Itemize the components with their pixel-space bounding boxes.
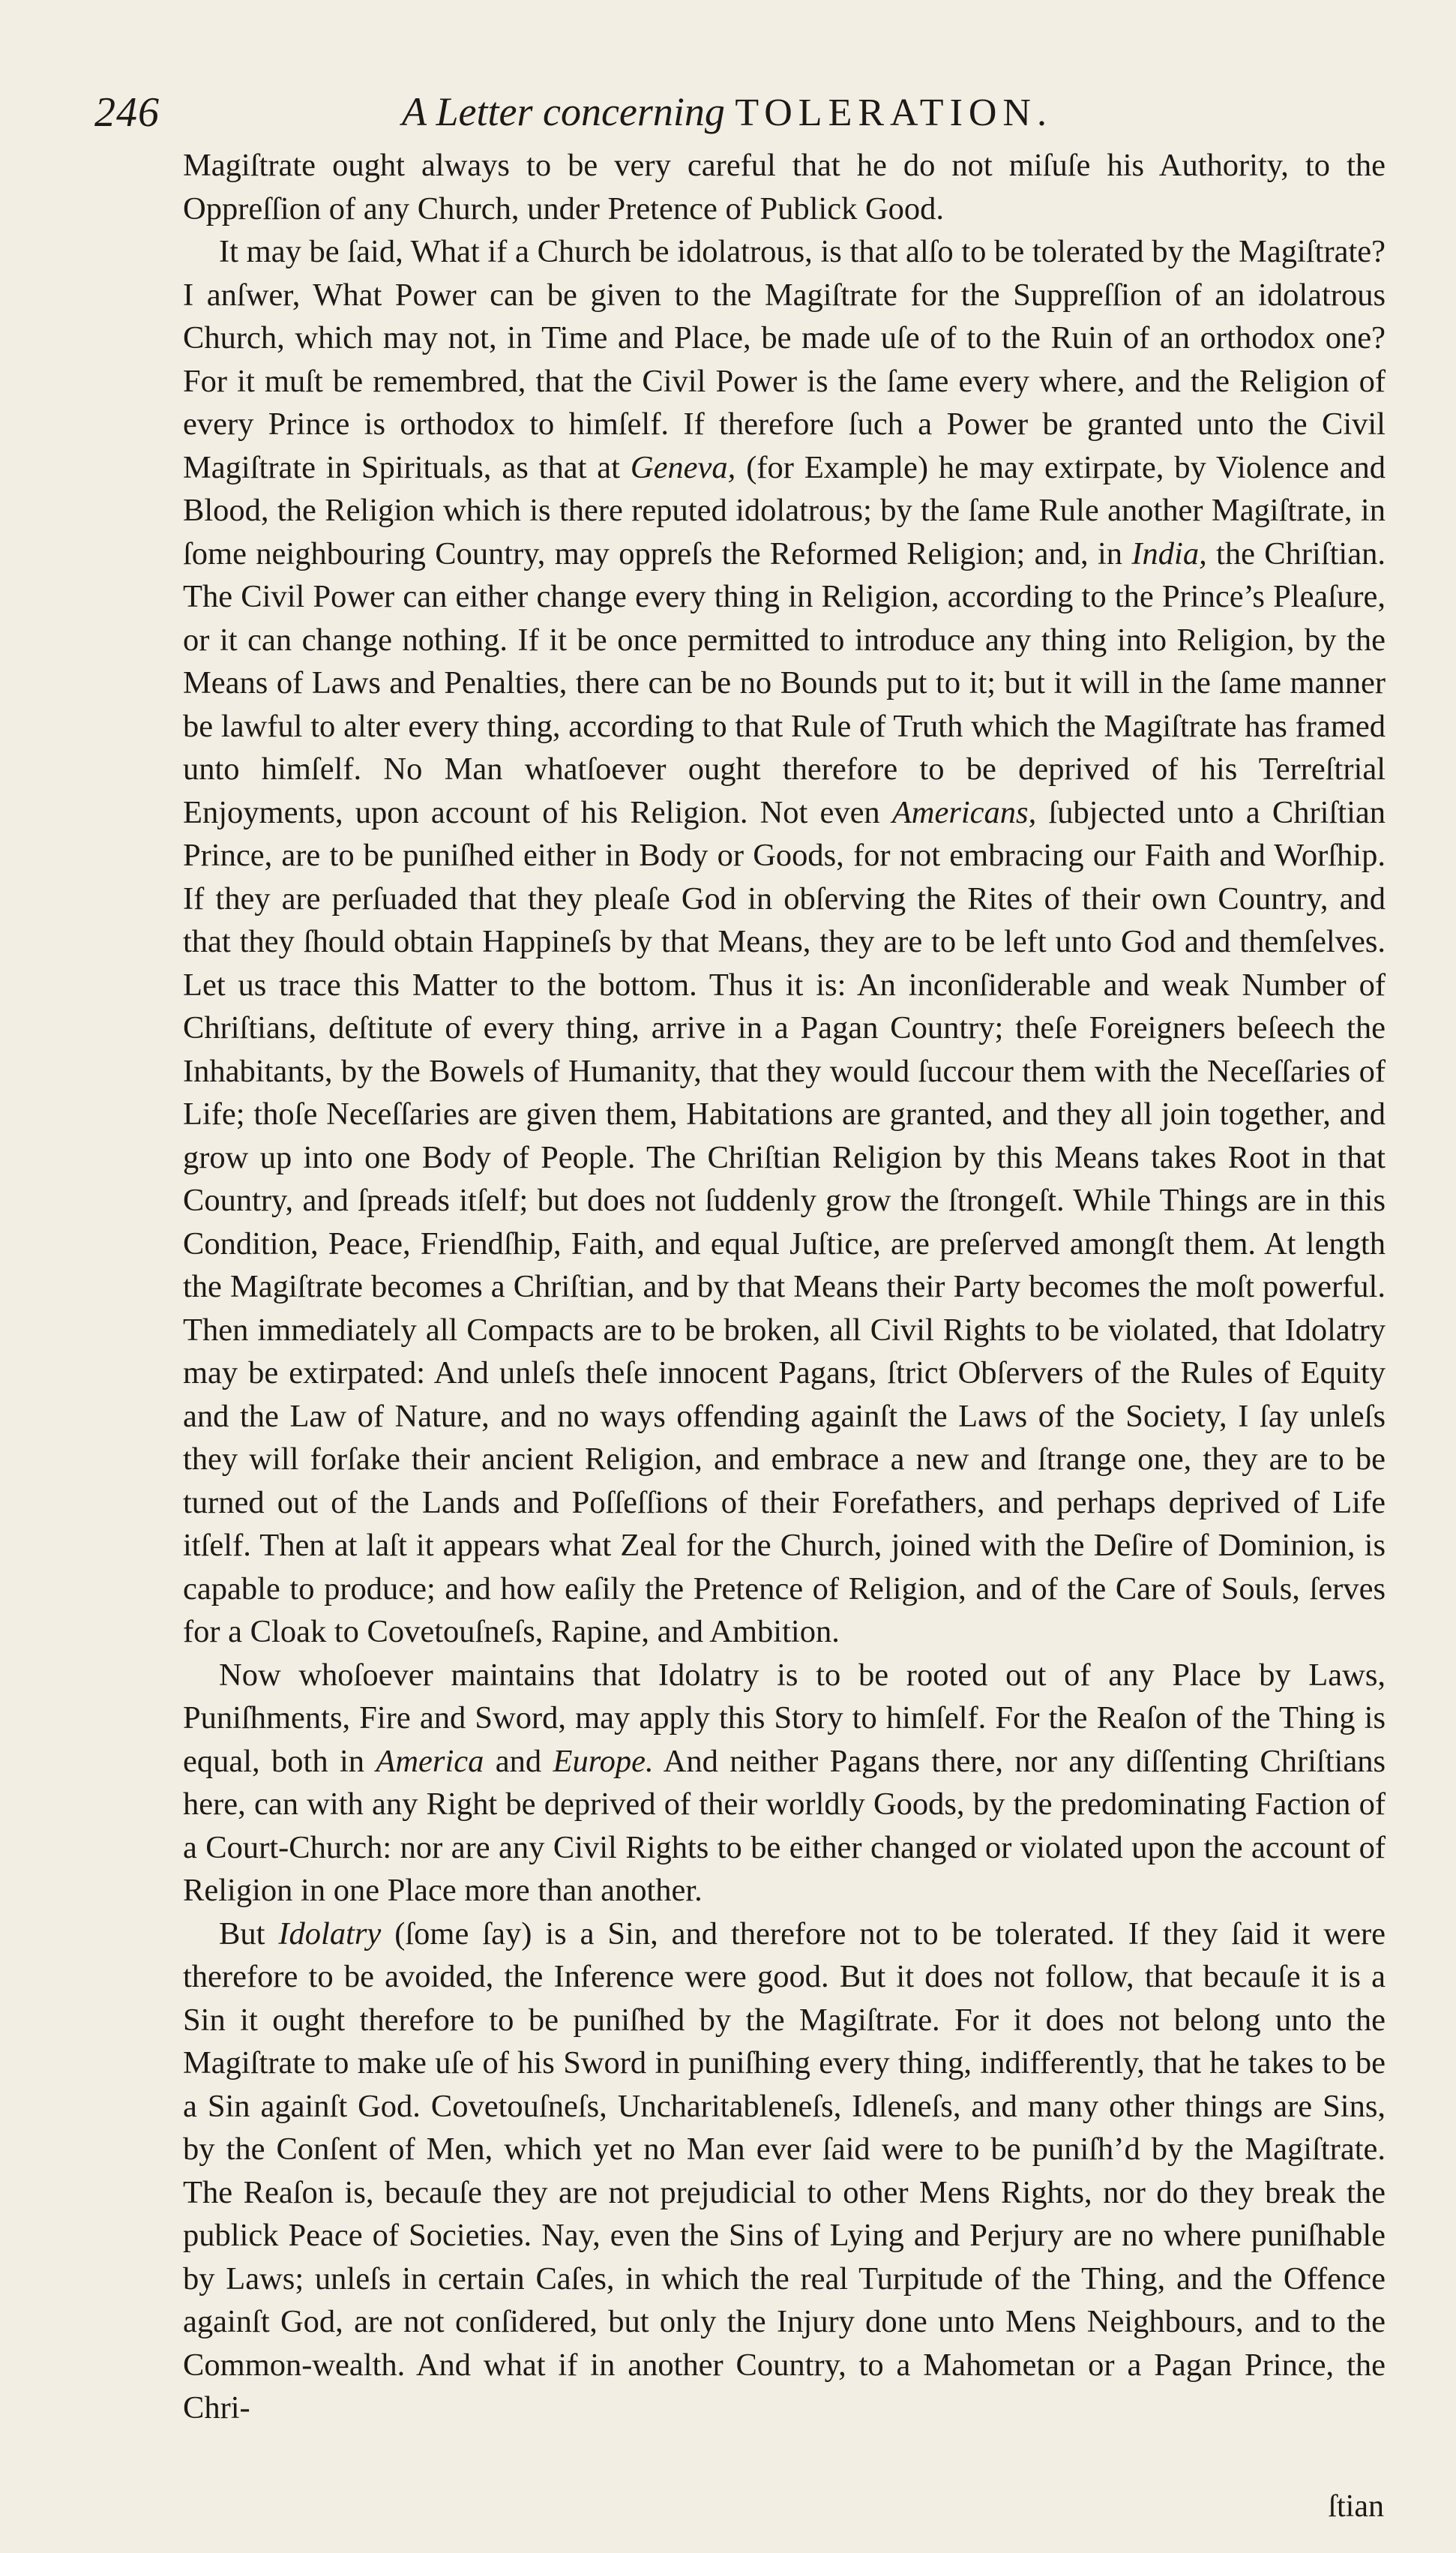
italic-text: Idolatry (278, 1916, 382, 1952)
text-run: And neither Pagans there, nor any diſſenting Chriſtians here, can with any Right be deprived of their worldly Goods, by the predominating Faction of a Court-Church: nor are any Civil Rights to be either changed or violated upon the account of Religion in one Place more than another. (183, 1743, 1386, 1908)
text-run: It may be ſaid, What if a Church be idolatrous, is that alſo to be tolerated by the Magiſtrate? I anſwer, What Power can be given to the Magiſtrate for the Suppreſſion of an idolatrous Church, which may not, in Time and Place, be made uſe of to the Ruin of an orthodox one? For it muſt be remembred, that the Civil Power is the ſame every where, and the Religion of every Prince is orthodox to himſelf. If therefore ſuch a Power be granted unto the Civil Magiſtrate in Spirituals, as that at (183, 234, 1386, 485)
italic-text: Geneva, (630, 449, 736, 485)
italic-text: Europe. (553, 1743, 654, 1779)
text-run: (for Example) he may extirpate, by Violence and Blood, the Religion which is there reputed idolatrous; by the ſame Rule another Magiſtrate, in ſome neighbouring Country, may oppreſs the Reformed Religion; and, in (183, 449, 1386, 572)
running-title-caps: TOLERATION. (735, 92, 1053, 134)
paragraph (183, 230, 1386, 1654)
text-run: Now whoſoever maintains that Idolatry is to be rooted out of any Place by Laws, Puniſhments, Fire and Sword, may apply this Story to himſelf. For the Reaſon of the Thing is equal, both in (183, 1657, 1386, 1779)
text-run: and (484, 1743, 553, 1779)
running-title-italic: A Letter concerning (402, 89, 725, 134)
text-run: (ſome ſay) is a Sin, and therefore not to be tolerated. If they ſaid it were therefore to be avoided, the Inference were good. But it does not follow, that becauſe it is a Sin it ought therefore to be puniſhed by the Magiſtrate. For it does not belong unto the Magiſtrate to make uſe of his Sword in puniſhing every thing, indifferently, that he takes to be a Sin againſt God. Covetouſneſs, Uncharitableneſs, Idleneſs, and many other things are Sins, by the Conſent of Men, which yet no Man ever ſaid were to be puniſh’d by the Magiſtrate. The Reaſon is, becauſe they are not prejudicial to other Mens Rights, nor do they break the publick Peace of Societies. Nay, even the Sins of Lying and Perjury are no where puniſhable by Laws; unleſs in certain Caſes, in which the real Turpitude of the Thing, and the Offence againſt God, are not conſidered, but only the Injury done unto Mens Neighbours, and to the Common-wealth. And what if in another Country, to a Mahometan or a Pagan Prince, the Chri- (183, 1916, 1386, 2426)
text-run: Magiſtrate ought always to be very careful that he do not miſuſe his Authority, to the Oppreſſion of any Church, under Pretence of Publick Good. (183, 148, 1386, 226)
paragraph (183, 1912, 1386, 2430)
body-text (183, 144, 1386, 2430)
text-run: ſubjected unto a Chriſtian Prince, are to be puniſhed either in Body or Goods, for not embracing our Faith and Worſhip. If they are perſuaded that they pleaſe God in obſerving the Rites of their own Country, and that they ſhould obtain Happineſs by that Means, they are to be left unto God and themſelves. Let us trace this Matter to the bottom. Thus it is: An inconſiderable and weak Number of Chriſtians, deſtitute of every thing, arrive in a Pagan Country; theſe Foreigners beſeech the Inhabitants, by the Bowels of Humanity, that they would ſuccour them with the Neceſſaries of Life; thoſe Neceſſaries are given them, Habitations are granted, and they all join together, and grow up into one Body of People. The Chriſtian Religion by this Means takes Root in that Country, and ſpreads itſelf; but does not ſuddenly grow the ſtrongeſt. While Things are in this Condition, Peace, Friendſhip, Faith, and equal Juſtice, are preſerved amongſt them. At length the Magiſtrate becomes a Chriſtian, and by that Means their Party becomes the moſt powerful. Then immediately all Compacts are to be broken, all Civil Rights to be violated, that Idolatry may be extirpated: And unleſs theſe innocent Pagans, ſtrict Obſervers of the Rules of Equity and the Law of Nature, and no ways offending againſt the Laws of the Society, I ſay unleſs they will forſake their ancient Religion, and embrace a new and ſtrange one, they are to be turned out of the Lands and Poſſeſſions of their Forefathers, and perhaps deprived of Life itſelf. Then at laſt it appears what Zeal for the Church, joined with the Deſire of Dominion, is capable to produce; and how eaſily the Pretence of Religion, and of the Care of Souls, ſerves for a Cloak to Covetouſneſs, Rapine, and Ambition. (183, 794, 1386, 1649)
italic-text: Americans, (891, 794, 1037, 830)
catchword: ſtian (1328, 2489, 1384, 2524)
running-head (94, 88, 1384, 141)
paragraph (183, 1654, 1386, 1912)
paragraph (183, 144, 1386, 230)
italic-text: America (376, 1743, 484, 1779)
page-number: 246 (94, 89, 160, 136)
italic-text: India, (1131, 536, 1207, 572)
text-run: the Chriſtian. The Civil Power can either change every thing in Religion, according to the Prince’s Pleaſure, or it can change nothing. If it be once permitted to introduce any thing into Religion, by the Means of Laws and Penalties, there can be no Bounds put to it; but it will in the ſame manner be lawful to alter every thing, according to that Rule of Truth which the Magiſtrate has framed unto himſelf. No Man whatſoever ought therefore to be deprived of his Terreſtrial Enjoyments, upon account of his Religion. Not even (183, 536, 1386, 830)
running-title (402, 88, 1053, 135)
text-run: But (219, 1916, 279, 1952)
